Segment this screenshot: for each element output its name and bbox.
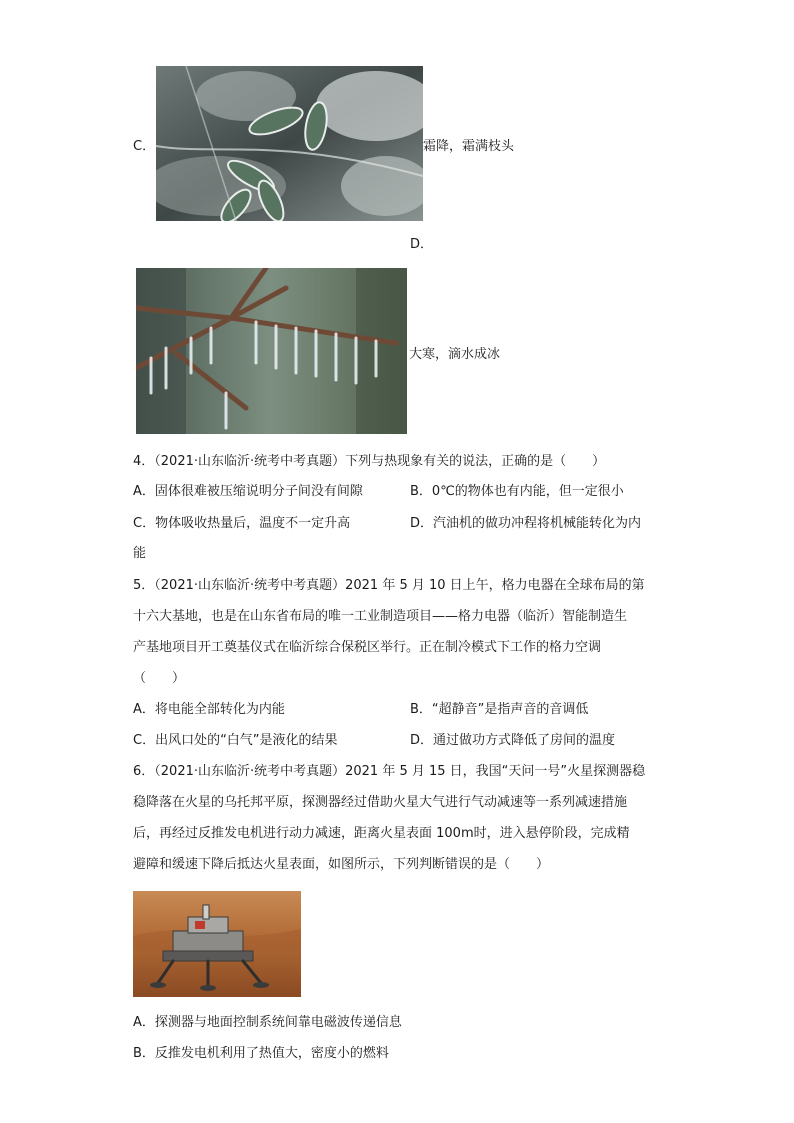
q5-option-d: D．通过做功方式降低了房间的温度 [410,733,616,748]
q5-stem-line-1: 5．（2021·山东临沂·统考中考真题）2021 年 5 月 10 日上午，格力电器在全球布局的第 [133,578,645,593]
q4-option-a: A．固体很难被压缩说明分子间没有间隙 [133,484,363,499]
q4-option-d-continued: 能 [133,546,147,561]
q4-stem: 4．（2021·山东临沂·统考中考真题）下列与热现象有关的说法，正确的是（ ） [133,454,606,469]
q5-option-a: A．将电能全部转化为内能 [133,702,285,717]
option-c-label: C． [133,139,156,154]
q5-stem-line-2: 十六大基地，也是在山东省布局的唯一工业制造项目——格力电器（临沂）智能制造生 [133,609,628,624]
q6-stem-line-3: 后，再经过反推发电机进行动力减速，距离火星表面 100m时，进入悬停阶段，完成精 [133,826,630,841]
icicle-branch-photo [136,268,407,434]
mars-rover-photo [133,891,301,997]
q6-option-a: A．探测器与地面控制系统间靠电磁波传递信息 [133,1015,402,1030]
q6-stem-line-1: 6．（2021·山东临沂·统考中考真题）2021 年 5 月 15 日，我国“天问一号”火星探测器稳 [133,764,646,779]
q6-option-b: B．反推发电机利用了热值大，密度小的燃料 [133,1046,389,1061]
q4-option-c: C．物体吸收热量后，温度不一定升高 [133,516,351,531]
frost-leaves-photo [156,66,423,221]
option-c-caption: 霜降，霜满枝头 [423,139,515,154]
q4-option-b: B．0℃的物体也有内能，但一定很小 [410,484,624,499]
option-d-label: D． [410,237,434,252]
q6-stem-line-2: 稳降落在火星的乌托邦平原，探测器经过借助火星大气进行气动减速等一系列减速措施 [133,795,628,810]
q5-option-c: C．出风口处的“白气”是液化的结果 [133,733,338,748]
option-d-caption: 大寒，滴水成冰 [409,347,501,362]
q4-option-d: D．汽油机的做功冲程将机械能转化为内 [410,516,642,531]
q5-stem-line-3: 产基地项目开工奠基仪式在临沂综合保税区举行。正在制冷模式下工作的格力空调 [133,640,602,655]
q5-option-b: B．“超静音”是指声音的音调低 [410,702,589,717]
q6-stem-line-4: 避障和缓速下降后抵达火星表面，如图所示，下列判断错误的是（ ） [133,857,550,872]
q5-stem-line-4: （ ） [133,671,186,686]
